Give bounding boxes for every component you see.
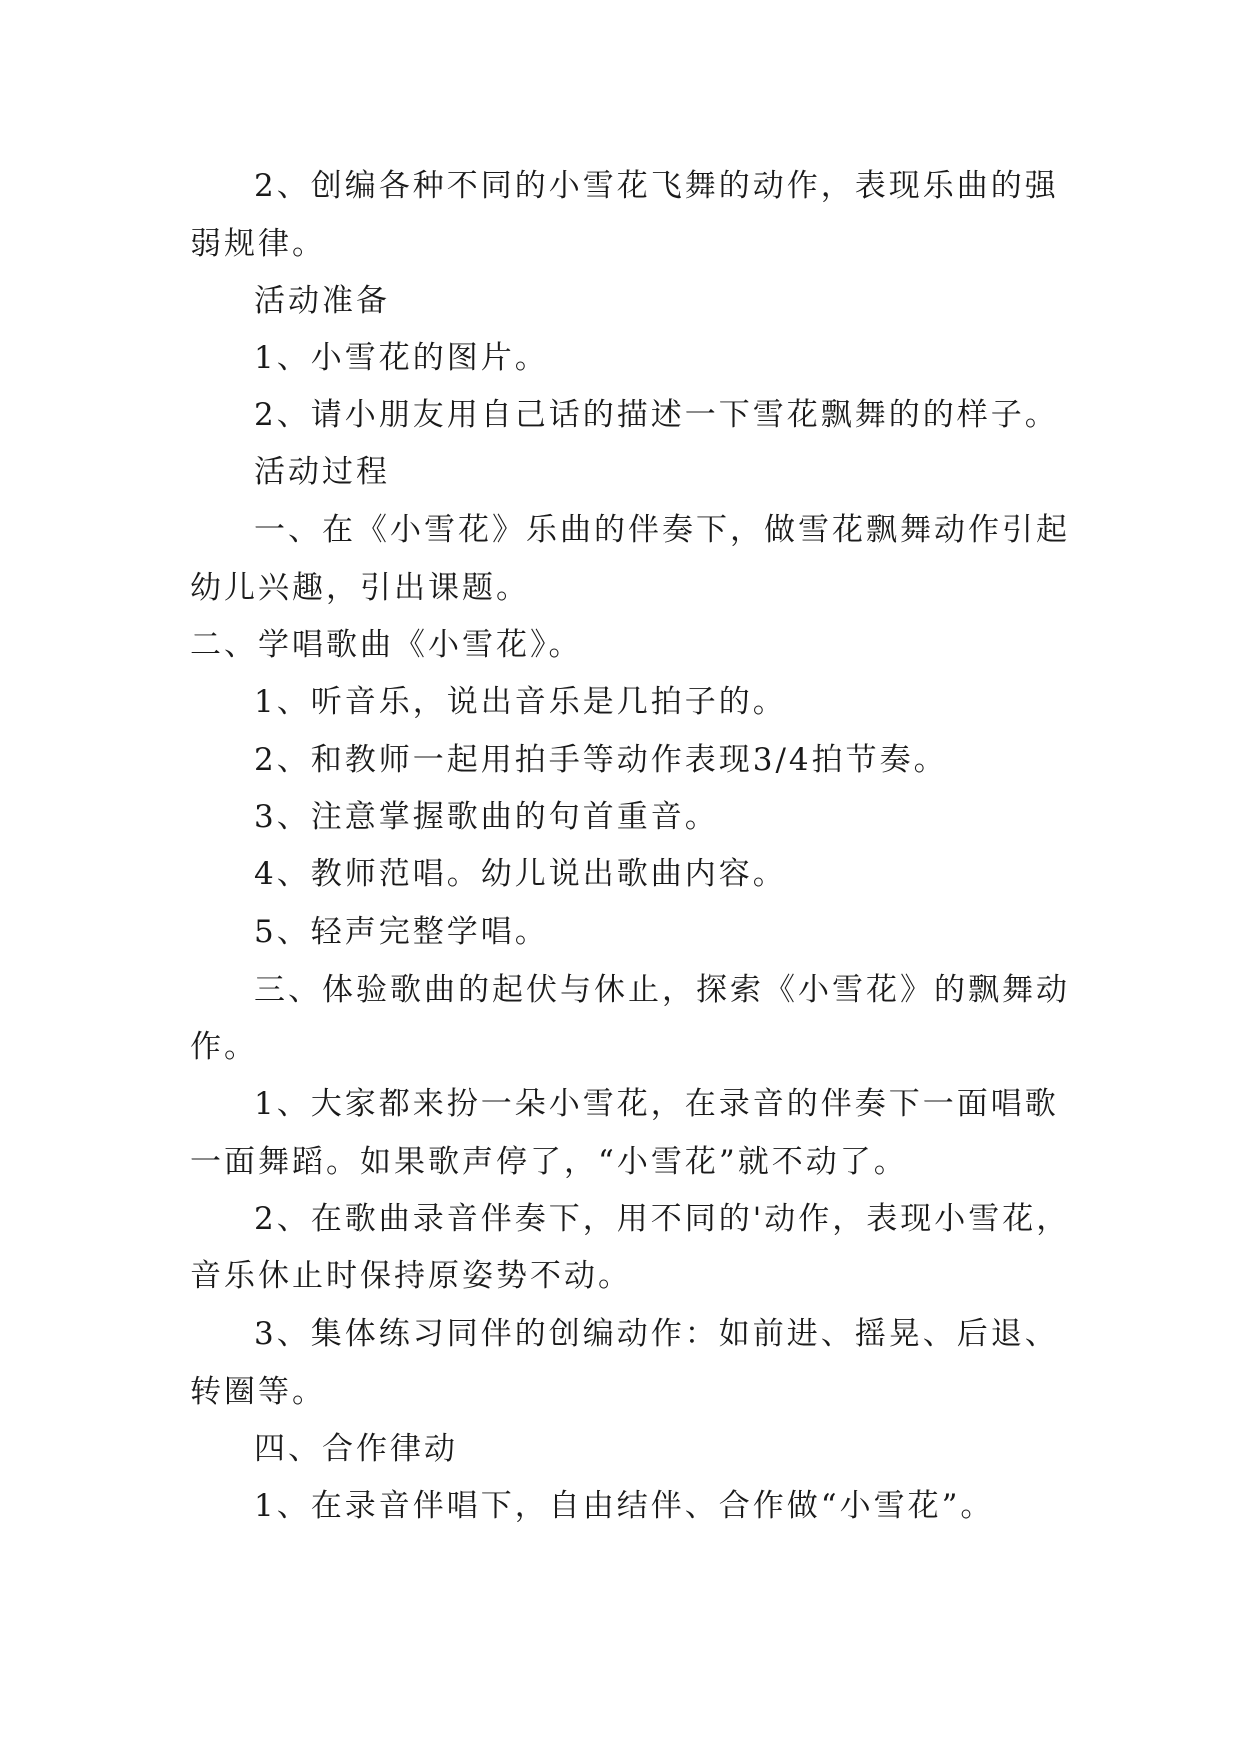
text-line: 1、听音乐，说出音乐是几拍子的。 — [254, 684, 787, 720]
section-heading: 活动过程 — [254, 454, 390, 490]
text-line: 一面舞蹈。如果歌声停了，“小雪花”就不动了。 — [190, 1144, 908, 1180]
text-line: 2、在歌曲录音伴奏下，用不同的'动作，表现小雪花， — [254, 1201, 1071, 1237]
text-line: 1、大家都来扮一朵小雪花，在录音的伴奏下一面唱歌 — [254, 1086, 1059, 1122]
text-line: 2、和教师一起用拍手等动作表现3/4拍节奏。 — [254, 742, 948, 778]
text-line: 2、创编各种不同的小雪花飞舞的动作，表现乐曲的强 — [254, 168, 1059, 204]
text-line: 2、请小朋友用自己话的描述一下雪花飘舞的的样子。 — [254, 397, 1059, 433]
text-line: 三、体验歌曲的起伏与休止，探索《小雪花》的飘舞动 — [254, 972, 1070, 1008]
section-heading: 活动准备 — [254, 283, 390, 319]
text-line: 弱规律。 — [190, 226, 326, 262]
text-line: 5、轻声完整学唱。 — [254, 914, 549, 950]
text-line: 1、在录音伴唱下，自由结伴、合作做“小雪花”。 — [254, 1488, 995, 1524]
text-line: 二、学唱歌曲《小雪花》。 — [190, 627, 583, 663]
text-line: 音乐休止时保持原姿势不动。 — [190, 1258, 632, 1294]
text-line: 3、集体练习同伴的创编动作：如前进、摇晃、后退、 — [254, 1316, 1059, 1352]
text-line: 3、注意掌握歌曲的句首重音。 — [254, 799, 719, 835]
text-line: 1、小雪花的图片。 — [254, 340, 549, 376]
text-line: 幼儿兴趣，引出课题。 — [190, 570, 530, 606]
text-line: 4、教师范唱。幼儿说出歌曲内容。 — [254, 856, 787, 892]
text-line: 作。 — [190, 1029, 258, 1065]
text-line: 转圈等。 — [190, 1374, 326, 1410]
text-line: 一、在《小雪花》乐曲的伴奏下，做雪花飘舞动作引起 — [254, 512, 1070, 548]
section-heading: 四、合作律动 — [254, 1431, 458, 1467]
